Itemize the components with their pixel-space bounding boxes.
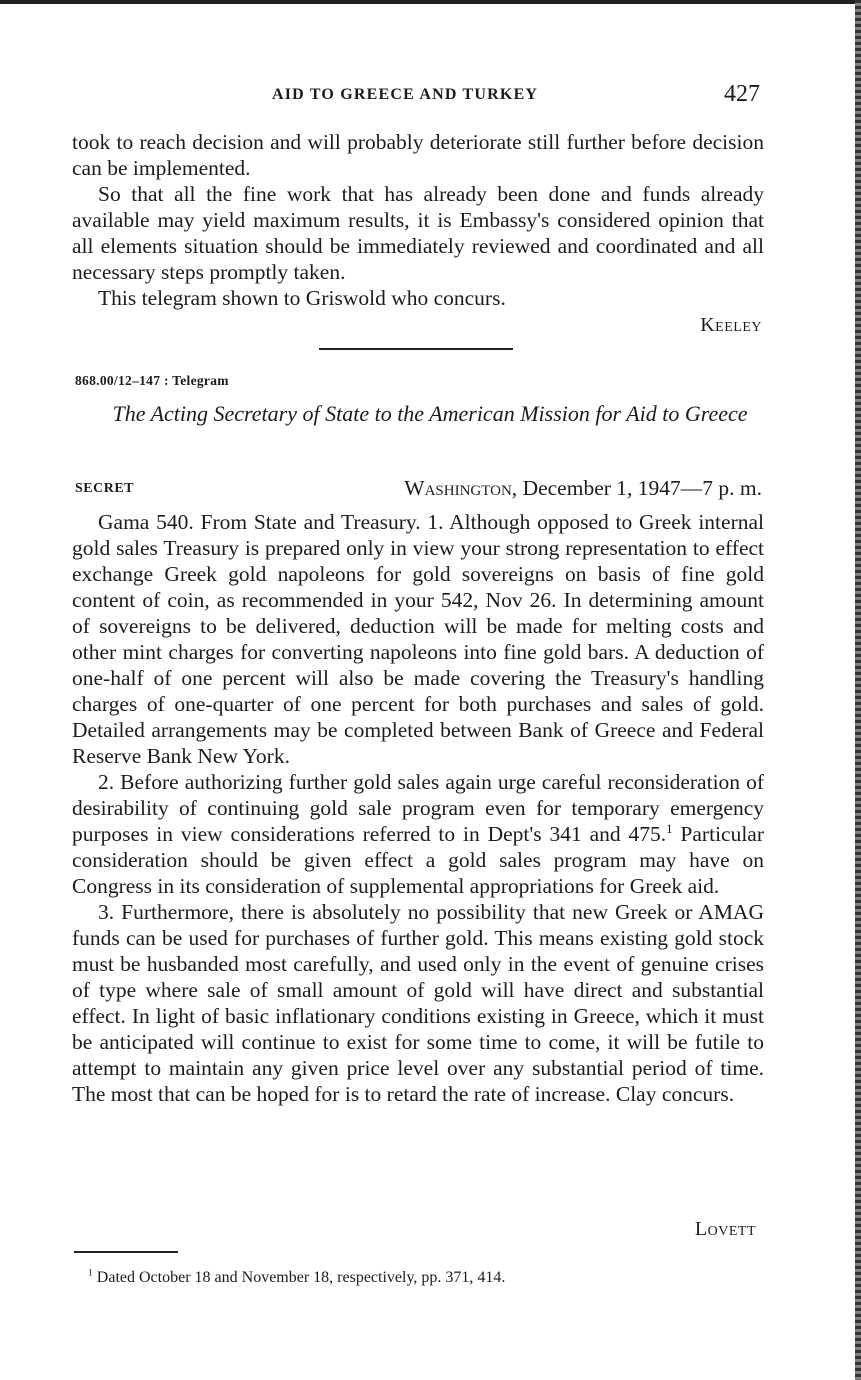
page-top-edge	[0, 0, 861, 4]
dateline	[330, 476, 762, 501]
footnote	[88, 1268, 768, 1288]
paragraph: 3. Furthermore, there is absolutely no possibility that new Greek or AMAG funds can be used for purchases of further gold. This means existing gold stock must be husbanded most carefully, and used only in the event of genuine crises of type where sale of small amount of gold will have direct and substantial effect. In light of basic inflationary conditions existing in Greece, which it must be anticipated will continue to exist for some time to come, it will be futile to attempt to maintain any given price level over any substantial period of time. The most that can be hoped for is to retard the rate of increase. Clay concurs.	[72, 900, 764, 1106]
footnote-reference: 1	[666, 821, 673, 836]
page-number: 427	[724, 81, 760, 107]
page-right-edge	[855, 0, 861, 1380]
paragraph: This telegram shown to Griswold who concurs.	[98, 286, 506, 310]
document-title: The Acting Secretary of State to the American Mission for Aid to Greece	[112, 401, 748, 426]
signature-keeley: Keeley	[700, 314, 762, 336]
paragraph	[72, 769, 764, 899]
running-title: AID TO GREECE AND TURKEY	[272, 86, 539, 103]
signature-lovett: Lovett	[694, 1218, 756, 1240]
paragraph: So that all the fine work that has already been done and funds already available may yield maximum results, it is Embassy's considered opinion that all elements situation should be immediately reviewed and coordinated and all necessary steps promptly taken.	[72, 182, 764, 284]
telegram-body	[72, 509, 764, 1107]
paragraph-text: 2. Before authorizing further gold sales again urge careful reconsideration of desirability of continuing gold sale program even for temporary emergency purposes in view considerations referred to in Dept's 341 and 475.	[72, 770, 764, 846]
running-header	[0, 81, 861, 110]
preceding-document-text	[72, 129, 764, 311]
file-reference: 868.00/12–147 : Telegram	[75, 373, 229, 388]
footnote-marker: 1	[88, 1267, 93, 1279]
paragraph: took to reach decision and will probably deteriorate still further before decision can be implemented.	[72, 130, 764, 180]
footnote-divider	[74, 1251, 178, 1253]
footnote-text: Dated October 18 and November 18, respectively, pp. 371, 414.	[92, 1269, 506, 1286]
paragraph-text: Particular consideration should be given effect a gold sales program may have on Congress in its consideration of supplemental appropriations for Greek aid.	[72, 822, 765, 898]
dateline-place: Washington,	[404, 476, 518, 500]
classification-label: SECRET	[75, 481, 135, 496]
section-divider	[319, 348, 513, 350]
paragraph: Gama 540. From State and Treasury. 1. Although opposed to Greek internal gold sales Treasury is prepared only in view your strong representation to effect exchange Greek gold napoleons for gold sovereigns on basis of fine gold content of coin, as recommended in your 542, Nov 26. In determining amount of sovereigns to be delivered, deduction will be made for melting costs and other mint charges for converting napoleons into fine gold bars. A deduction of one-half of one percent will also be made covering the Treasury's handling charges of one-quarter of one percent for both purchases and sales of gold. Detailed arrangements may be completed between Bank of Greece and Federal Reserve Bank New York.	[72, 510, 764, 768]
dateline-date: December 1, 1947—7 p. m.	[522, 476, 762, 500]
